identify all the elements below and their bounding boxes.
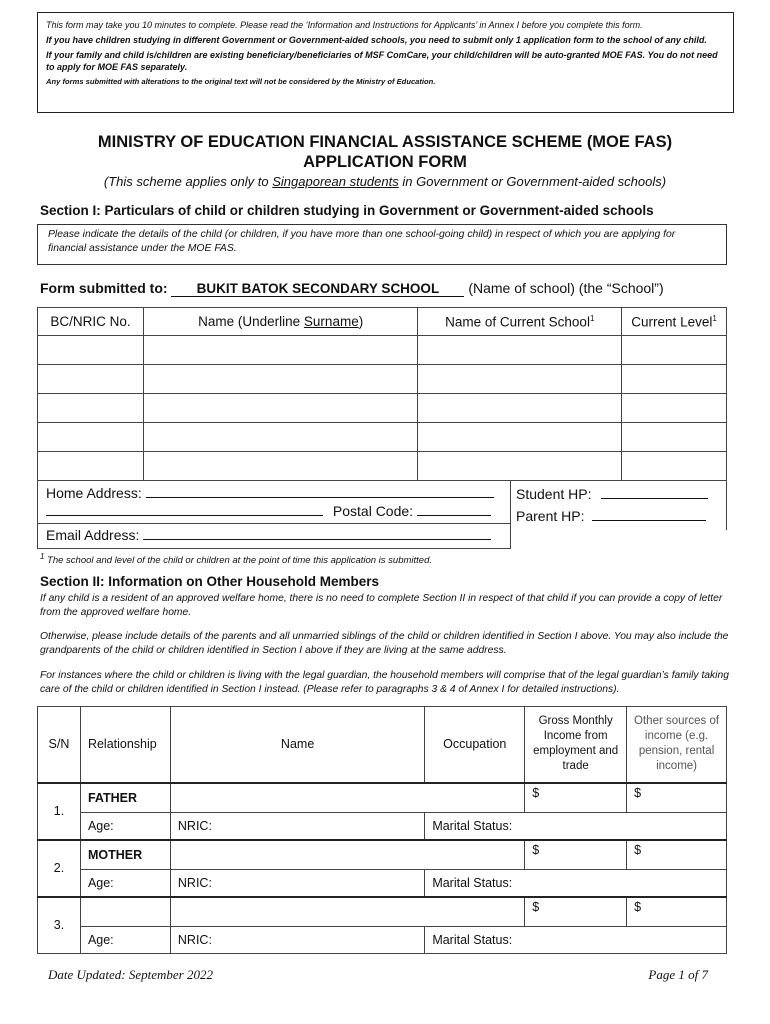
submitted-suffix: (Name of school) (the “School”): [464, 280, 664, 296]
nric-cell[interactable]: [38, 394, 144, 423]
footnote-ref: 1: [589, 313, 595, 323]
section-2-para-2: Otherwise, please include details of the parents and all unmarried siblings of the child or children identified in Section I above. You may also include the grandparents of the child or children identified in Section I above if they are living at the same address.: [40, 631, 729, 656]
footer-date: Date Updated: September 2022: [48, 967, 213, 982]
subtitle-post: in Government or Government-aided schools): [398, 174, 667, 189]
col-sn: S/N: [38, 707, 81, 783]
student-hp-field[interactable]: [601, 485, 708, 499]
notice-line-3: If your family and child is/children are existing beneficiary/beneficiaries of MSF ComCare, your child/children will be auto-granted MOE FAS. You do not need to apply for MOE FAS separately.: [46, 50, 718, 72]
col-gross-income: Gross Monthly Income from employment and trade: [525, 707, 627, 783]
notice-box: [37, 12, 734, 113]
col-current-school-label: Name of Current School: [445, 314, 590, 330]
col-relationship: Relationship: [80, 707, 170, 783]
footnote-text: The school and level of the child or children at the point of time this application is submitted.: [44, 555, 433, 567]
address-divider: [38, 523, 510, 524]
level-cell[interactable]: [622, 365, 727, 394]
level-cell[interactable]: [622, 452, 727, 481]
level-cell[interactable]: [622, 394, 727, 423]
phone-block: [510, 480, 727, 530]
form-submitted-to: [40, 280, 664, 297]
hh-name-cell[interactable]: [170, 783, 524, 813]
postal-code-field[interactable]: [417, 502, 491, 516]
email-label: Email Address:: [46, 527, 140, 543]
name-cell[interactable]: [143, 452, 418, 481]
hh-name-cell[interactable]: [170, 840, 524, 870]
sn-cell: 1.: [38, 783, 81, 840]
school-cell[interactable]: [418, 452, 622, 481]
form-title-line-2: APPLICATION FORM: [303, 153, 467, 171]
sn-cell: 2.: [38, 840, 81, 897]
footer-page-number: Page 1 of 7: [648, 967, 708, 982]
footnote-number: 1: [40, 552, 45, 561]
home-address-field[interactable]: [146, 484, 494, 498]
student-hp-label: Student HP:: [516, 486, 592, 502]
household-row-2-details: [38, 870, 727, 897]
col-current-level-label: Current Level: [631, 314, 713, 330]
table-row: [38, 365, 727, 394]
section-1-heading: Section I: Particulars of child or children studying in Government or Government-aided schools: [40, 203, 654, 218]
household-row-1-details: [38, 813, 727, 840]
notice-line-4: Any forms submitted with alterations to the original text will not be considered by the Ministry of Education.: [46, 77, 436, 86]
col-hh-name: Name: [170, 707, 424, 783]
household-table-header: [38, 707, 727, 783]
household-table: [37, 706, 727, 954]
col-name-surname: Surname: [303, 314, 359, 329]
children-table-header: [38, 308, 727, 336]
marital-status-cell[interactable]: Marital Status:: [425, 813, 727, 840]
form-subtitle: [0, 174, 770, 189]
notice-line-1: This form may take you 10 minutes to complete. Please read the ‘Information and Instructions for Applicants’ in Annex I before you complete this form.: [46, 20, 643, 30]
table-row: [38, 452, 727, 481]
age-cell[interactable]: Age:: [80, 870, 170, 897]
col-name-pre: Name (Underline: [198, 314, 304, 329]
parent-hp-field[interactable]: [592, 507, 706, 521]
household-row-3-details: [38, 927, 727, 954]
gross-income-cell[interactable]: $: [525, 897, 627, 927]
other-income-cell[interactable]: $: [627, 840, 727, 870]
email-row: [46, 526, 491, 543]
footnote: [40, 552, 432, 566]
school-cell[interactable]: [418, 336, 622, 365]
household-row-2: [38, 840, 727, 870]
student-hp-row: [516, 485, 708, 502]
home-address-label: Home Address:: [46, 485, 142, 501]
nric-cell[interactable]: [38, 452, 144, 481]
name-cell[interactable]: [143, 394, 418, 423]
section-2-para-1: If any child is a resident of an approved welfare home, there is no need to complete Section II in respect of that child if you can provide a copy of letter from the approved welfare home.: [40, 593, 723, 618]
subtitle-pre: (This scheme applies only to: [103, 174, 273, 189]
col-name-post: ): [358, 314, 364, 329]
nric-cell[interactable]: NRIC:: [170, 813, 424, 840]
subtitle-underlined: Singaporean students: [272, 174, 399, 189]
other-income-cell[interactable]: $: [627, 783, 727, 813]
relationship-cell[interactable]: FATHER: [80, 783, 170, 813]
nric-cell[interactable]: NRIC:: [170, 927, 424, 954]
form-title-line-1: MINISTRY OF EDUCATION FINANCIAL ASSISTANCE SCHEME (MOE FAS): [97, 133, 673, 151]
school-cell[interactable]: [418, 423, 622, 452]
email-field[interactable]: [143, 526, 491, 540]
hh-name-cell[interactable]: [170, 897, 524, 927]
table-row: [38, 394, 727, 423]
marital-status-cell[interactable]: Marital Status:: [425, 927, 727, 954]
relationship-cell[interactable]: MOTHER: [80, 840, 170, 870]
col-bc-nric: BC/NRIC No.: [38, 308, 144, 336]
table-row: [38, 423, 727, 452]
section-1-instruction: Please indicate the details of the child (or children, if you have more than one school-going child) in respect of which you are applying for financial assistance under the MOE FAS.: [37, 224, 727, 265]
name-cell[interactable]: [143, 365, 418, 394]
footnote-ref: 1: [712, 313, 717, 323]
relationship-cell[interactable]: [80, 897, 170, 927]
col-current-level: [622, 308, 727, 336]
level-cell[interactable]: [622, 336, 727, 365]
gross-income-cell[interactable]: $: [525, 783, 627, 813]
level-cell[interactable]: [622, 423, 727, 452]
marital-status-cell[interactable]: Marital Status:: [425, 870, 727, 897]
table-row: [38, 336, 727, 365]
notice-line-2: If you have children studying in different Government or Government-aided schools, you need to submit only 1 application form to the school of any child.: [46, 35, 707, 45]
sn-cell: 3.: [38, 897, 81, 954]
col-current-school: [418, 308, 622, 336]
col-name: [143, 308, 418, 336]
section-2-para-3: For instances where the child or children is living with the legal guardian, the household members will comprise that of the legal guardian’s family taking care of the child or children identified in Section I instead. (Please refer to paragraphs 3 & 4 of Annex I for detailed instructions).: [40, 670, 729, 695]
section-2-heading: Section II: Information on Other Household Members: [40, 574, 380, 589]
home-address-row: [46, 484, 494, 501]
other-income-cell[interactable]: $: [627, 897, 727, 927]
nric-cell[interactable]: [38, 365, 144, 394]
postal-code-row: [46, 502, 491, 519]
household-row-1: [38, 783, 727, 813]
school-cell[interactable]: [418, 394, 622, 423]
postal-code-label: Postal Code:: [332, 503, 414, 519]
household-row-3: [38, 897, 727, 927]
gross-income-cell[interactable]: $: [525, 840, 627, 870]
age-cell[interactable]: Age:: [80, 927, 170, 954]
col-occupation: Occupation: [425, 707, 525, 783]
address-block: [37, 480, 511, 549]
nric-cell[interactable]: NRIC:: [170, 870, 424, 897]
parent-hp-label: Parent HP:: [516, 508, 585, 524]
school-name-field[interactable]: BUKIT BATOK SECONDARY SCHOOL: [171, 281, 464, 297]
nric-cell[interactable]: [38, 423, 144, 452]
col-other-income: Other sources of income (e.g. pension, rental income): [627, 707, 727, 783]
submitted-to-label: Form submitted to:: [40, 280, 168, 296]
name-cell[interactable]: [143, 336, 418, 365]
home-address-line-2-field[interactable]: [46, 502, 323, 516]
age-cell[interactable]: Age:: [80, 813, 170, 840]
nric-cell[interactable]: [38, 336, 144, 365]
school-cell[interactable]: [418, 365, 622, 394]
name-cell[interactable]: [143, 423, 418, 452]
children-table: [37, 307, 727, 481]
parent-hp-row: [516, 507, 706, 524]
